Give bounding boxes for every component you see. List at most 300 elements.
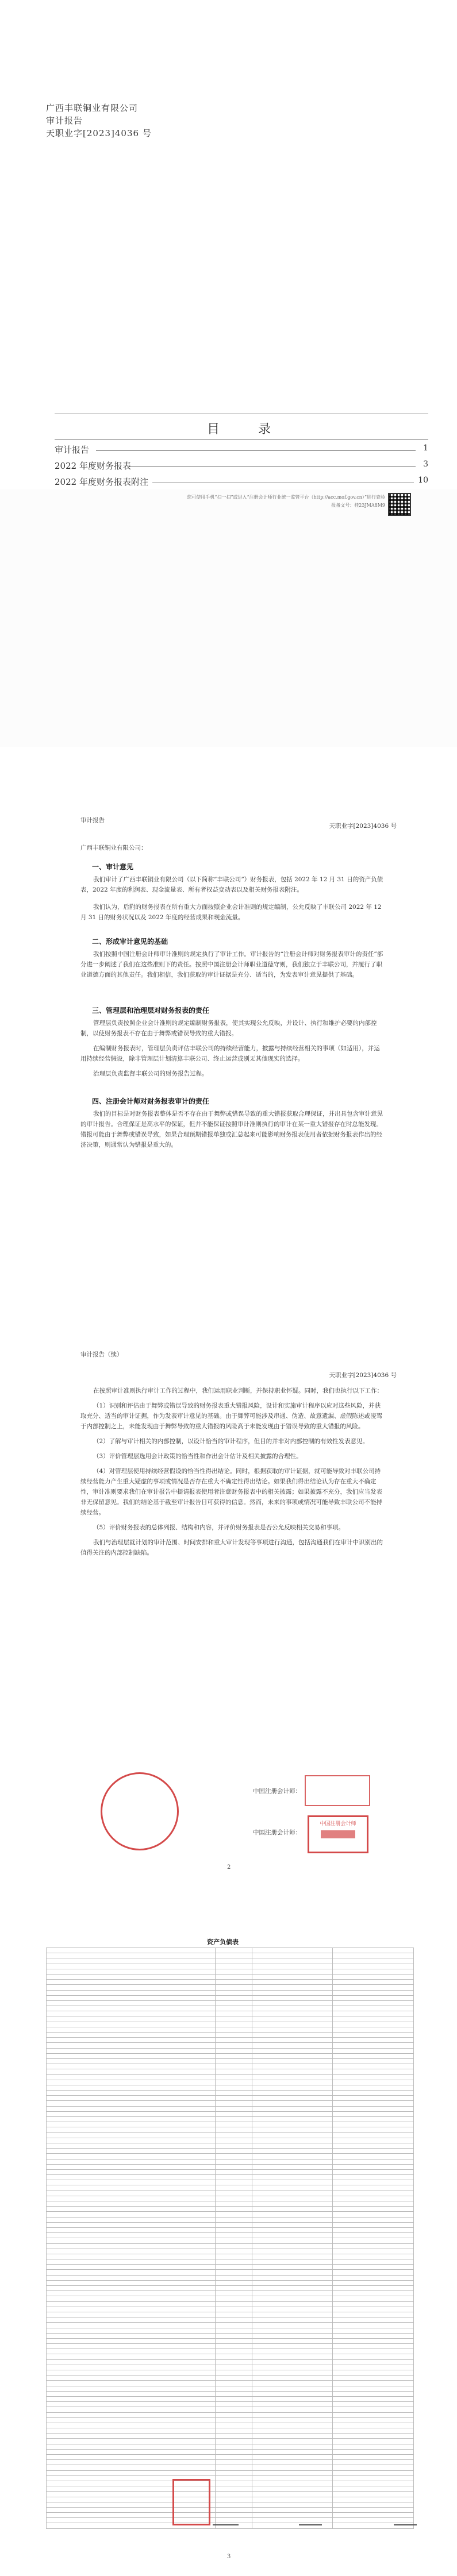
table-cell xyxy=(252,2301,333,2307)
table-cell xyxy=(333,2027,414,2032)
table-cell xyxy=(252,2439,333,2444)
table-row xyxy=(47,2169,414,2174)
table-row xyxy=(47,2307,414,2312)
table-cell xyxy=(215,2243,252,2249)
table-row xyxy=(47,1980,414,1985)
table-cell xyxy=(215,2038,252,2043)
toc-item[interactable] xyxy=(55,444,428,456)
table-cell xyxy=(252,2143,333,2148)
table-row xyxy=(47,2323,414,2328)
table-cell xyxy=(333,2058,414,2064)
table-cell xyxy=(333,2000,414,2006)
table-cell xyxy=(333,2085,414,2090)
table-cell xyxy=(47,2175,216,2180)
report-body xyxy=(80,1386,385,1558)
table-cell xyxy=(252,2196,333,2201)
table-row xyxy=(47,2101,414,2106)
table-cell xyxy=(333,2423,414,2428)
table-cell xyxy=(333,2249,414,2254)
table-cell xyxy=(215,2354,252,2359)
table-cell xyxy=(215,2043,252,2048)
table-cell xyxy=(333,2011,414,2016)
table-row xyxy=(47,2191,414,2196)
table-cell xyxy=(215,2111,252,2116)
table-cell xyxy=(252,2312,333,2317)
table-cell xyxy=(252,1948,333,1953)
table-cell xyxy=(333,2365,414,2370)
table-cell xyxy=(47,2233,216,2238)
cover-doc-type: 审计报告 xyxy=(46,115,83,126)
table-cell xyxy=(215,2064,252,2069)
table-cell xyxy=(47,2201,216,2207)
toc-item[interactable] xyxy=(55,476,428,488)
table-cell xyxy=(252,2460,333,2465)
table-cell xyxy=(333,2502,414,2507)
table-row xyxy=(47,2317,414,2323)
cpa-signature-label: 中国注册会计师： xyxy=(253,1829,301,1836)
table-cell xyxy=(215,2492,252,2497)
table-cell xyxy=(215,2022,252,2027)
table-row xyxy=(47,2291,414,2296)
table-cell xyxy=(47,2265,216,2270)
table-cell xyxy=(333,2180,414,2185)
table-cell xyxy=(215,2444,252,2449)
table-cell xyxy=(333,2138,414,2143)
table-cell xyxy=(252,2027,333,2032)
table-row xyxy=(47,2280,414,2285)
paragraph: 在编制财务报表时，管理层负责评估丰联公司的持续经营能力，披露与持续经营相关的事项（如适用），并运用持续经营假设，除非管理层计划清算丰联公司、终止运营或别无其他现实的选择。 xyxy=(80,1045,380,1062)
table-row xyxy=(47,2106,414,2111)
table-cell xyxy=(333,2169,414,2174)
table-row xyxy=(47,2486,414,2492)
table-cell xyxy=(215,2455,252,2460)
table-cell xyxy=(47,2111,216,2116)
table-cell xyxy=(47,2402,216,2407)
table-cell xyxy=(333,1974,414,1979)
table-cell xyxy=(215,2122,252,2127)
table-cell xyxy=(333,2507,414,2512)
report-heading: 审计报告（续） xyxy=(80,1351,123,1358)
table-cell xyxy=(47,2280,216,2285)
audit-report-continued-page xyxy=(0,1160,457,1907)
table-row xyxy=(47,2143,414,2148)
table-cell xyxy=(252,2359,333,2365)
table-cell xyxy=(252,2191,333,2196)
table-cell xyxy=(252,2085,333,2090)
table-cell xyxy=(252,2227,333,2232)
verify-code: 报备文号：桂23JMA8M9 xyxy=(331,503,385,508)
table-cell xyxy=(47,2122,216,2127)
table-cell xyxy=(252,2407,333,2412)
report-body xyxy=(80,874,385,923)
table-row xyxy=(47,1985,414,1990)
table-cell xyxy=(252,2096,333,2101)
table-cell xyxy=(333,2217,414,2222)
table-cell xyxy=(252,2417,333,2423)
table-cell xyxy=(333,2043,414,2048)
table-cell xyxy=(47,2038,216,2043)
cpa-stamp-text: 中国注册会计师 xyxy=(320,1821,356,1827)
table-cell xyxy=(333,2127,414,2132)
table-cell xyxy=(215,2227,252,2232)
table-row xyxy=(47,2407,414,2412)
table-cell xyxy=(252,2169,333,2174)
table-cell xyxy=(215,2149,252,2154)
table-cell xyxy=(47,2069,216,2074)
table-cell xyxy=(47,2460,216,2465)
table-cell xyxy=(215,2423,252,2428)
table-cell xyxy=(333,2238,414,2243)
table-cell xyxy=(215,2312,252,2317)
table-cell xyxy=(333,2233,414,2238)
table-cell xyxy=(47,2359,216,2365)
table-cell xyxy=(333,2307,414,2312)
table-cell xyxy=(333,2475,414,2481)
table-row xyxy=(47,2217,414,2222)
table-cell xyxy=(47,1964,216,1969)
table-cell xyxy=(215,2074,252,2080)
table-cell xyxy=(252,2011,333,2016)
table-row xyxy=(47,2006,414,2011)
table-cell xyxy=(47,1974,216,1979)
table-cell xyxy=(47,2291,216,2296)
table-row xyxy=(47,2444,414,2449)
table-cell xyxy=(333,2417,414,2423)
table-cell xyxy=(47,2164,216,2169)
cpa-stamp-name-mark xyxy=(321,1830,355,1838)
report-ref-no: 天职业字[2023]4036 号 xyxy=(329,1372,397,1379)
table-cell xyxy=(252,2038,333,2043)
table-row xyxy=(47,2275,414,2280)
table-row xyxy=(47,2465,414,2470)
table-row xyxy=(47,2370,414,2376)
table-cell xyxy=(47,2185,216,2191)
table-row xyxy=(47,2402,414,2407)
table-cell xyxy=(252,2164,333,2169)
table-cell xyxy=(215,2217,252,2222)
table-cell xyxy=(252,2370,333,2376)
table-cell xyxy=(333,2101,414,2106)
table-cell xyxy=(252,2475,333,2481)
table-cell xyxy=(252,2127,333,2132)
table-cell xyxy=(47,1985,216,1990)
table-cell xyxy=(252,2154,333,2159)
table-cell xyxy=(252,2470,333,2475)
table-row xyxy=(47,2222,414,2227)
table-cell xyxy=(215,2286,252,2291)
table-cell xyxy=(47,2376,216,2381)
table-cell xyxy=(215,1990,252,1995)
table-cell xyxy=(47,2444,216,2449)
table-cell xyxy=(215,2180,252,2185)
table-cell xyxy=(47,2096,216,2101)
table-cell xyxy=(215,2033,252,2038)
table-cell xyxy=(215,2201,252,2207)
table-row xyxy=(47,2259,414,2265)
table-cell xyxy=(252,2396,333,2401)
table-cell xyxy=(252,2391,333,2396)
table-cell xyxy=(215,2381,252,2386)
table-cell xyxy=(47,2434,216,2439)
table-cell xyxy=(333,2064,414,2069)
table-cell xyxy=(47,2058,216,2064)
table-row xyxy=(47,2154,414,2159)
table-cell xyxy=(47,2455,216,2460)
table-cell xyxy=(252,2254,333,2259)
table-row xyxy=(47,2391,414,2396)
table-row xyxy=(47,2344,414,2349)
table-row xyxy=(47,2492,414,2497)
table-cell xyxy=(47,1948,216,1953)
table-cell xyxy=(333,2259,414,2265)
table-cell xyxy=(215,2349,252,2354)
table-cell xyxy=(47,2196,216,2201)
table-cell xyxy=(215,2196,252,2201)
report-body xyxy=(80,1018,385,1079)
table-row xyxy=(47,2481,414,2486)
table-cell xyxy=(47,1995,216,2000)
table-cell xyxy=(333,2354,414,2359)
table-cell xyxy=(215,2058,252,2064)
table-cell xyxy=(47,2449,216,2454)
table-cell xyxy=(252,2175,333,2180)
table-row xyxy=(47,1953,414,1958)
table-cell xyxy=(215,2138,252,2143)
table-cell xyxy=(252,2091,333,2096)
table-cell xyxy=(252,1953,333,1958)
table-cell xyxy=(47,2006,216,2011)
table-row xyxy=(47,2254,414,2259)
table-cell xyxy=(333,2212,414,2217)
table-cell xyxy=(215,2417,252,2423)
table-row xyxy=(47,2270,414,2275)
table-row xyxy=(47,2338,414,2343)
table-cell xyxy=(333,2207,414,2212)
table-cell xyxy=(252,1985,333,1990)
table-cell xyxy=(333,2376,414,2381)
table-row xyxy=(47,2365,414,2370)
table-cell xyxy=(252,2486,333,2492)
table-row xyxy=(47,2033,414,2038)
table-cell xyxy=(47,2349,216,2354)
table-cell xyxy=(333,2412,414,2417)
table-cell xyxy=(252,1958,333,1964)
table-cell xyxy=(47,2417,216,2423)
table-cell xyxy=(333,1964,414,1969)
firm-seal-image xyxy=(101,1772,179,1850)
table-row xyxy=(47,2058,414,2064)
table-cell xyxy=(333,2016,414,2022)
table-cell xyxy=(333,2132,414,2138)
table-row xyxy=(47,2091,414,2096)
table-cell xyxy=(252,1969,333,1974)
table-cell xyxy=(215,2486,252,2492)
table-cell xyxy=(252,2069,333,2074)
table-cell xyxy=(47,2154,216,2159)
table-cell xyxy=(47,2428,216,2434)
table-cell xyxy=(252,2333,333,2338)
table-cell xyxy=(47,2106,216,2111)
table-cell xyxy=(215,2502,252,2507)
table-cell xyxy=(333,2175,414,2180)
table-cell xyxy=(215,1958,252,1964)
table-cell xyxy=(47,2243,216,2249)
toc-item-page: 3 xyxy=(423,460,428,469)
table-cell xyxy=(47,2212,216,2217)
table-row xyxy=(47,2048,414,2053)
table-cell xyxy=(333,2117,414,2122)
table-cell xyxy=(333,2470,414,2475)
table-row xyxy=(47,2312,414,2317)
toc-item-label: 2022 年度财务报表附注 xyxy=(55,477,148,487)
signature-mark xyxy=(299,2516,322,2525)
paragraph: （1）识别和评估由于舞弊或错误导致的财务报表重大错报风险，设计和实施审计程序以应对这些风险，并获取充分、适当的审计证据，作为发表审计意见的基础。由于舞弊可能涉及串通、伪造、故意遗漏、虚假陈述或凌驾于内部控制之上，未能发现由于舞弊导致的重大错报的风险高于未能发现由于错误导致的重大错报的风险。 xyxy=(80,1402,382,1430)
table-cell xyxy=(215,1964,252,1969)
report-addressee: 广西丰联铜业有限公司： xyxy=(80,844,147,851)
table-row xyxy=(47,2016,414,2022)
table-row xyxy=(47,2069,414,2074)
table-cell xyxy=(47,2296,216,2301)
table-row xyxy=(47,2286,414,2291)
table-cell xyxy=(47,2365,216,2370)
cover-company: 广西丰联铜业有限公司 xyxy=(46,103,139,113)
table-cell xyxy=(252,2381,333,2386)
table-cell xyxy=(215,2233,252,2238)
table-cell xyxy=(333,2317,414,2323)
table-cell xyxy=(333,1958,414,1964)
table-cell xyxy=(252,2259,333,2265)
table-cell xyxy=(47,2043,216,2048)
table-cell xyxy=(333,2328,414,2333)
table-cell xyxy=(47,2323,216,2328)
table-cell xyxy=(47,2312,216,2317)
table-row xyxy=(47,2349,414,2354)
table-cell xyxy=(215,2085,252,2090)
table-cell xyxy=(333,1995,414,2000)
table-row xyxy=(47,1964,414,1969)
table-cell xyxy=(215,2344,252,2349)
table-row xyxy=(47,2117,414,2122)
table-row xyxy=(47,2243,414,2249)
table-cell xyxy=(215,2048,252,2053)
table-row xyxy=(47,2159,414,2164)
table-cell xyxy=(215,2016,252,2022)
table-cell xyxy=(47,2249,216,2254)
table-cell xyxy=(215,2212,252,2217)
qr-code-icon xyxy=(388,493,411,516)
table-cell xyxy=(252,2365,333,2370)
table-row xyxy=(47,2027,414,2032)
table-cell xyxy=(252,2280,333,2285)
table-cell xyxy=(215,2275,252,2280)
table-cell xyxy=(252,2376,333,2381)
table-row xyxy=(47,2053,414,2058)
table-cell xyxy=(333,2022,414,2027)
table-cell xyxy=(47,2074,216,2080)
table-cell xyxy=(47,2101,216,2106)
table-cell xyxy=(333,2333,414,2338)
table-cell xyxy=(215,2127,252,2132)
table-cell xyxy=(333,2349,414,2354)
table-cell xyxy=(215,2101,252,2106)
table-cell xyxy=(252,2233,333,2238)
table-cell xyxy=(215,2259,252,2265)
table-row xyxy=(47,2096,414,2101)
table-cell xyxy=(215,2328,252,2333)
table-cell xyxy=(252,2022,333,2027)
table-cell xyxy=(252,2328,333,2333)
table-cell xyxy=(47,2117,216,2122)
table-cell xyxy=(47,2191,216,2196)
toc-item[interactable] xyxy=(55,460,428,472)
table-cell xyxy=(215,2333,252,2338)
table-cell xyxy=(252,2132,333,2138)
table-cell xyxy=(252,2323,333,2328)
table-row xyxy=(47,2434,414,2439)
table-cell xyxy=(47,2159,216,2164)
table-row xyxy=(47,2122,414,2127)
table-cell xyxy=(333,2091,414,2096)
table-cell xyxy=(215,1974,252,1979)
paragraph: 我们的目标是对财务报表整体是否不存在由于舞弊或错误导致的重大错报获取合理保证，并出具包含审计意见的审计报告。合理保证是高水平的保证，但并不能保证按照审计准则执行的审计在某一重大错报存在时总能发现。错报可能由于舞弊或错误导致，如果合理预期错报单独或汇总起来可能影响财务报表使用者依据财务报表作出的经济决策，则通常认为错报是重大的。 xyxy=(80,1110,383,1148)
table-cell xyxy=(252,2207,333,2212)
table-cell xyxy=(333,2455,414,2460)
table-cell xyxy=(252,2033,333,2038)
table-cell xyxy=(333,2096,414,2101)
table-cell xyxy=(47,2085,216,2090)
table-row xyxy=(47,2038,414,2043)
table-cell xyxy=(333,1985,414,1990)
table-row xyxy=(47,2207,414,2212)
table-cell xyxy=(47,2381,216,2386)
table-row xyxy=(47,2064,414,2069)
toc-leader xyxy=(96,450,416,451)
paragraph: 管理层负责按照企业会计准则的规定编制财务报表，使其实现公允反映，并设计、执行和维护必要的内部控制，以使财务报表不存在由于舞弊或错误导致的重大错报。 xyxy=(80,1020,377,1037)
table-cell xyxy=(333,2280,414,2285)
report-body xyxy=(80,1109,385,1150)
report-ref-no: 天职业字[2023]4036 号 xyxy=(329,823,397,830)
table-cell xyxy=(47,2270,216,2275)
section-title: 一、审计意见 xyxy=(92,863,134,871)
table-cell xyxy=(333,2370,414,2376)
table-cell xyxy=(215,2370,252,2376)
table-cell xyxy=(215,2439,252,2444)
table-cell xyxy=(47,2354,216,2359)
legal-rep-seal xyxy=(172,2479,210,2525)
table-row xyxy=(47,2470,414,2475)
table-cell xyxy=(47,2317,216,2323)
table-cell xyxy=(47,2169,216,2174)
table-cell xyxy=(252,2428,333,2434)
table-cell xyxy=(333,2386,414,2391)
table-cell xyxy=(252,2465,333,2470)
table-row xyxy=(47,1958,414,1964)
table-cell xyxy=(215,2117,252,2122)
table-cell xyxy=(333,2381,414,2386)
table-cell xyxy=(215,2222,252,2227)
table-cell xyxy=(252,1964,333,1969)
table-cell xyxy=(215,2006,252,2011)
table-cell xyxy=(215,2175,252,2180)
table-cell xyxy=(333,1980,414,1985)
table-cell xyxy=(215,2011,252,2016)
table-cell xyxy=(47,1980,216,1985)
paragraph: 在按照审计准则执行审计工作的过程中，我们运用职业判断，并保持职业怀疑。同时，我们也执行以下工作： xyxy=(93,1387,383,1394)
table-cell xyxy=(215,2412,252,2417)
table-cell xyxy=(252,2402,333,2407)
table-cell xyxy=(252,2423,333,2428)
table-cell xyxy=(252,2386,333,2391)
